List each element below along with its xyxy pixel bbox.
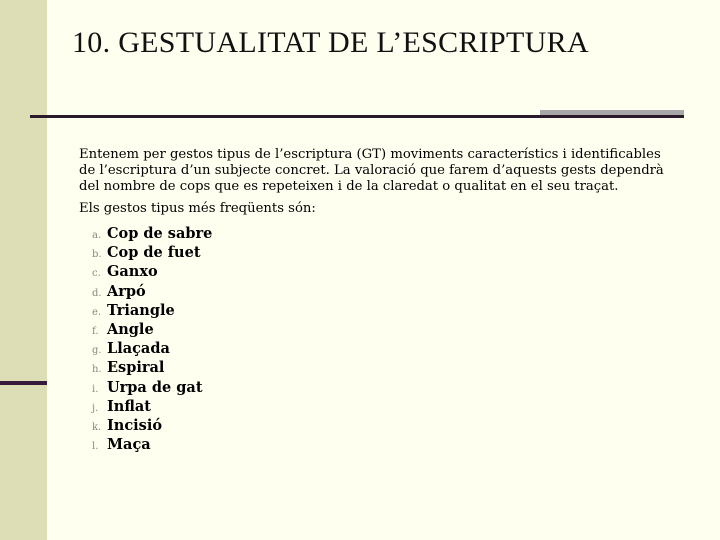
list-item-label: Urpa de gat [107,378,203,396]
list-lead-text: Els gestos tipus més freqüents són: [79,201,316,216]
list-item-marker: j. [92,402,99,414]
list-item-marker: a. [92,230,102,241]
left-decorative-strip [0,0,47,540]
list-item-marker: h. [92,364,102,376]
list-item-label: Triangle [107,301,175,319]
left-strip-accent-bar [0,381,47,385]
list-item [92,339,212,358]
title-divider-line [30,115,538,118]
list-item-marker: d. [92,287,102,299]
list-item [92,416,212,435]
list-item-label: Inflat [107,397,151,415]
list-item [92,378,212,397]
slide-title: 10. GESTUALITAT DE L’ESCRIPTURA [72,26,589,59]
list-item-label: Ganxo [107,263,158,281]
list-item [92,301,212,320]
list-item-marker: l. [92,441,99,453]
list-item-label: Llaçada [107,340,170,358]
list-item-marker: i. [92,383,99,395]
list-item-label: Espiral [107,359,165,377]
list-item-label: Cop de sabre [107,225,213,242]
list-item-marker: k. [92,421,102,433]
title-divider-line-right [538,115,684,118]
list-item [92,224,212,243]
list-item [92,243,212,262]
list-item [92,358,212,377]
list-item-label: Incisió [107,416,163,434]
list-item-label: Cop de fuet [107,244,201,262]
list-item [92,320,212,339]
list-item-label: Angle [107,320,154,338]
list-item-marker: c. [92,268,101,280]
list-item-marker: b. [92,249,102,261]
list-item-marker: e. [92,306,102,318]
list-item-marker: f. [92,325,99,337]
list-item [92,397,212,416]
gesture-type-list [92,224,212,454]
list-item-label: Arpó [107,282,146,300]
list-item [92,435,212,454]
intro-paragraph: Entenem per gestos tipus de l’escriptura (GT) moviments característics i identificables de l’escriptura d’un subjecte concret. La valoració que farem d’aquests gests dependrà del nombre de cops que es repeteixen i de la claredat o qualitat en el seu traçat. [79,147,664,194]
list-item-marker: g. [92,345,102,357]
list-item [92,282,212,301]
list-item [92,262,212,281]
list-item-label: Maça [107,436,151,454]
